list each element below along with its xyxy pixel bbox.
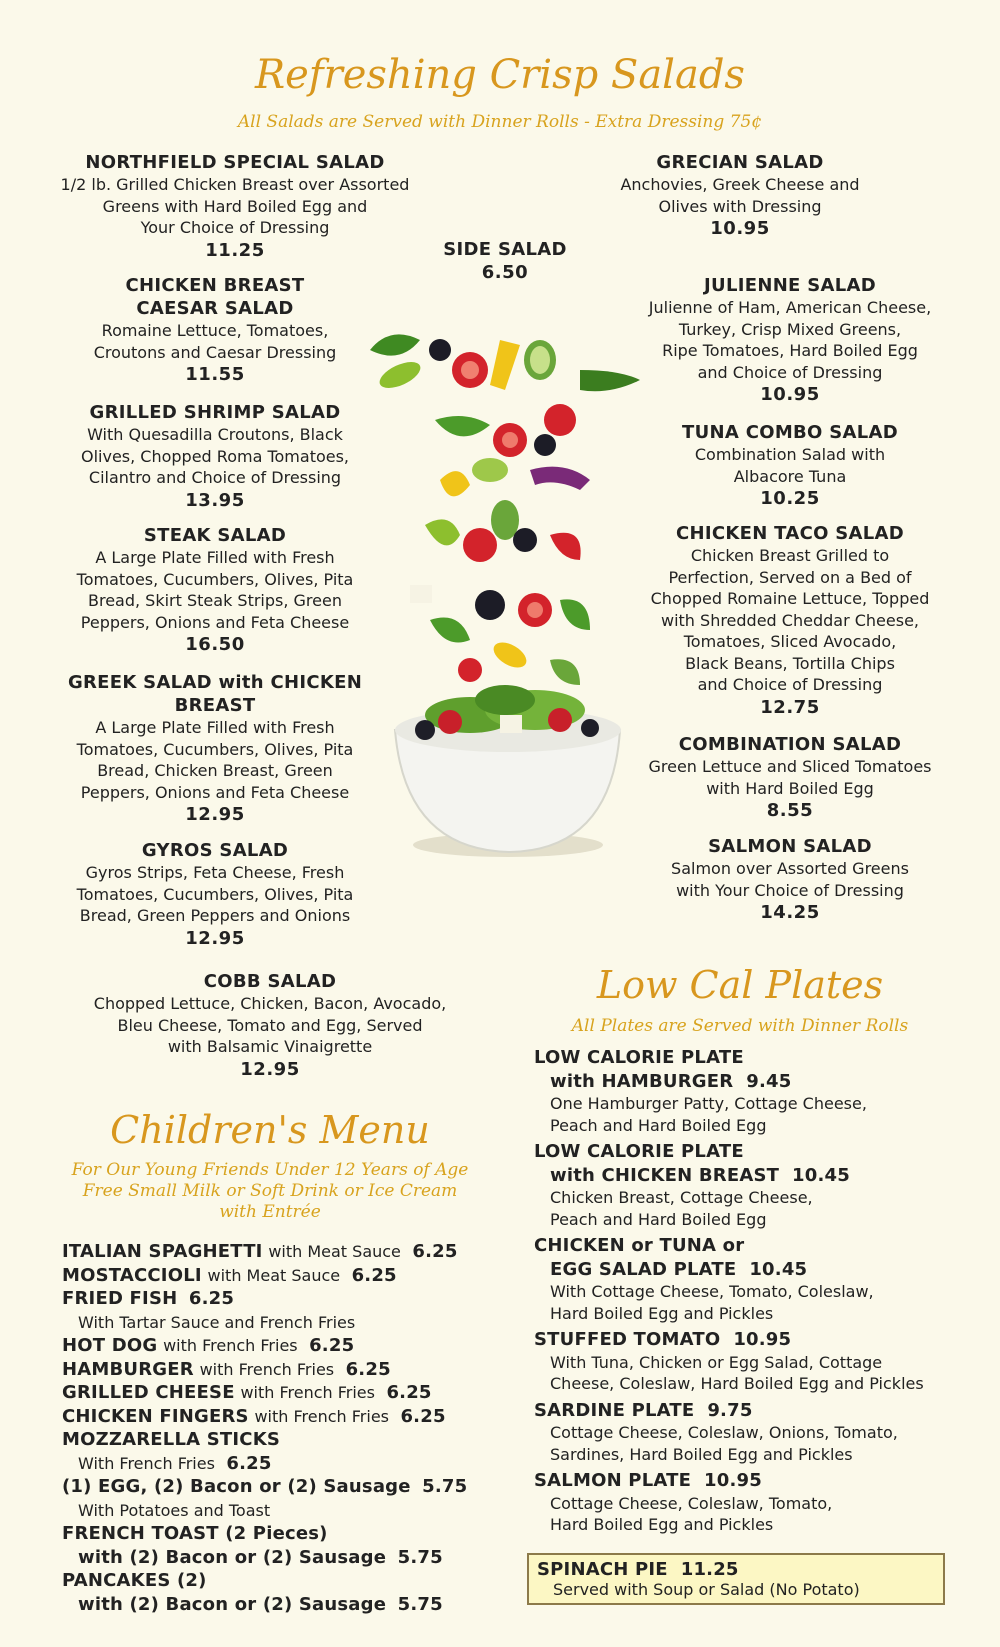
- item-desc-line: A Large Plate Filled with Fresh: [95, 548, 335, 567]
- item-price: 16.50: [185, 634, 245, 655]
- item-name: SPINACH PIE: [537, 1559, 668, 1580]
- item-name: NORTHFIELD SPECIAL SALAD: [85, 152, 385, 173]
- menu-item-julienne-salad: [630, 274, 950, 406]
- subtitle-line: Free Small Milk or Soft Drink or Ice Cream: [82, 1181, 458, 1201]
- item-name: FRIED FISH: [62, 1288, 178, 1309]
- item-sub: [62, 1593, 467, 1617]
- item-desc-line: with Hard Boiled Egg: [706, 778, 874, 798]
- list-item: [62, 1264, 467, 1288]
- item-desc-line: Tomatoes, Cucumbers, Olives, Pita: [76, 569, 354, 589]
- item-note: with French Fries: [163, 1336, 298, 1355]
- item-name: with HAMBURGER: [550, 1070, 734, 1092]
- item-desc-line: Combination Salad with: [694, 445, 886, 464]
- item-desc-line: Tomatoes, Sliced Avocado,: [683, 632, 897, 651]
- menu-item-combination-salad: [630, 733, 950, 822]
- item-desc-line: Sardines, Hard Boiled Egg and Pickles: [550, 1444, 853, 1464]
- item-name: LOW CALORIE PLATE: [534, 1141, 744, 1162]
- list-item: [534, 1046, 924, 1136]
- item-desc-line: Olives, Chopped Roma Tomatoes,: [80, 446, 350, 466]
- menu-item-side-salad: [420, 238, 590, 284]
- menu-item-salmon-salad: [630, 835, 950, 924]
- spinach-pie-highlight-box: [527, 1553, 945, 1605]
- item-desc-line: Tomatoes, Cucumbers, Olives, Pita: [76, 884, 354, 904]
- item-desc-line: Chicken Breast Grilled to: [690, 546, 890, 565]
- item-desc-line: One Hamburger Patty, Cottage Cheese,: [550, 1094, 867, 1113]
- item-name: MOSTACCIOLI: [62, 1264, 202, 1286]
- subtitle-line: with Entrée: [219, 1202, 321, 1222]
- item-name: COBB SALAD: [203, 971, 337, 992]
- list-item: [62, 1475, 467, 1499]
- list-item: [62, 1405, 467, 1429]
- item-price: 11.25: [205, 239, 265, 261]
- item-name: GREEK SALAD with CHICKEN: [67, 672, 363, 693]
- item-price: 10.95: [710, 218, 770, 239]
- item-desc-line: with Balsamic Vinaigrette: [167, 1037, 373, 1056]
- item-name-line: [534, 1469, 924, 1493]
- item-desc-line: 1/2 lb. Grilled Chicken Breast over Assorted: [60, 175, 410, 194]
- item-line2: with (2) Bacon or (2) Sausage: [78, 1593, 387, 1615]
- item-desc-line: Olives with Dressing: [658, 196, 822, 216]
- childrens-menu-subtitle: [40, 1160, 500, 1223]
- item-desc-line: Bread, Green Peppers and Onions: [79, 906, 351, 925]
- menu-item-northfield-special-salad: [40, 151, 430, 262]
- item-desc-line: Gyros Strips, Feta Cheese, Fresh: [85, 863, 345, 882]
- menu-item-greek-salad-with-chicken-breast: [40, 671, 390, 826]
- item-desc-line: Peppers, Onions and Feta Cheese: [80, 782, 350, 802]
- item-desc-line: A Large Plate Filled with Fresh: [95, 718, 335, 737]
- item-desc-line: Julienne of Ham, American Cheese,: [648, 298, 932, 317]
- item-desc-line: Cheese, Coleslaw, Hard Boiled Egg and Pickles: [550, 1374, 924, 1393]
- item-desc-line: Bleu Cheese, Tomato and Egg, Served: [117, 1015, 423, 1035]
- item-desc-line: Peach and Hard Boiled Egg: [550, 1209, 767, 1229]
- item-name: MOZZARELLA STICKS: [62, 1429, 281, 1450]
- low-cal-plates-title: Low Cal Plates: [596, 963, 884, 1007]
- item-price: 6.25: [188, 1288, 235, 1309]
- item-price: 10.45: [792, 1164, 850, 1186]
- subtitle-line: For Our Young Friends Under 12 Years of Age: [71, 1160, 469, 1180]
- list-item: [62, 1334, 467, 1358]
- item-desc-line: Cottage Cheese, Coleslaw, Tomato,: [550, 1493, 833, 1513]
- childrens-menu-list: [62, 1240, 467, 1616]
- item-desc-line: Peppers, Onions and Feta Cheese: [80, 612, 350, 632]
- item-price: 9.75: [707, 1399, 753, 1421]
- item-desc-line: and Choice of Dressing: [697, 362, 883, 382]
- item-price: 6.25: [351, 1264, 397, 1286]
- item-name: FRENCH TOAST (2 Pieces): [62, 1523, 328, 1544]
- item-price: 11.55: [185, 364, 245, 385]
- low-cal-list: [534, 1046, 924, 1536]
- item-name: with CHICKEN BREAST: [550, 1164, 780, 1186]
- item-desc-line: With Tuna, Chicken or Egg Salad, Cottage: [550, 1352, 883, 1372]
- item-price: 5.75: [397, 1593, 443, 1615]
- list-item: [62, 1428, 467, 1452]
- list-item: [534, 1399, 924, 1466]
- item-name: GRILLED SHRIMP SALAD: [89, 402, 341, 423]
- item-name: CHICKEN or TUNA or: [534, 1235, 745, 1256]
- item-desc-line: Albacore Tuna: [733, 466, 847, 486]
- menu-item-steak-salad: [40, 524, 390, 656]
- item-name: LOW CALORIE PLATE: [534, 1047, 744, 1068]
- item-desc-line: Chicken Breast, Cottage Cheese,: [550, 1188, 813, 1207]
- item-name-line2: [534, 1164, 924, 1188]
- item-desc-line: With Cottage Cheese, Tomato, Coleslaw,: [550, 1282, 874, 1301]
- item-price: 6.50: [481, 262, 529, 283]
- item-name: CAESAR SALAD: [136, 298, 294, 319]
- list-item: [62, 1287, 467, 1311]
- item-desc-line: Hard Boiled Egg and Pickles: [550, 1303, 774, 1323]
- item-name: CHICKEN FINGERS: [62, 1405, 249, 1427]
- item-price: 6.25: [412, 1241, 458, 1262]
- item-price: 9.45: [746, 1070, 792, 1092]
- item-note: with French Fries: [199, 1359, 335, 1379]
- item-desc-line: Bread, Chicken Breast, Green: [97, 761, 333, 780]
- item-desc-line: with Shredded Cheddar Cheese,: [661, 610, 919, 630]
- item-desc-line: and Choice of Dressing: [697, 675, 883, 694]
- item-desc-line: Chopped Romaine Lettuce, Topped: [650, 589, 930, 608]
- item-name-line: [534, 1328, 924, 1352]
- item-desc-line: Cilantro and Choice of Dressing: [88, 468, 342, 487]
- childrens-menu-title: Children's Menu: [110, 1108, 430, 1152]
- menu-item-tuna-combo-salad: [630, 421, 950, 510]
- item-price: 12.95: [185, 804, 245, 825]
- flying-vegetables: [370, 334, 640, 685]
- item-name: COMBINATION SALAD: [678, 734, 902, 755]
- item-name-line2: [534, 1070, 924, 1094]
- item-name: SIDE SALAD: [443, 239, 567, 260]
- item-name: SARDINE PLATE: [534, 1399, 695, 1421]
- list-item: [62, 1358, 467, 1382]
- item-desc-line: Perfection, Served on a Bed of: [668, 567, 912, 587]
- item-price: 6.25: [226, 1452, 272, 1474]
- menu-item-cobb-salad: [50, 970, 490, 1081]
- list-item: [62, 1569, 467, 1593]
- menu-item-gyros-salad: [40, 839, 390, 950]
- list-item: [534, 1469, 924, 1536]
- item-name: GYROS SALAD: [141, 840, 289, 861]
- item-name: CHICKEN BREAST: [125, 275, 305, 296]
- item-sub: With Potatoes and Toast: [78, 1500, 271, 1520]
- item-desc-line: Greens with Hard Boiled Egg and: [102, 196, 368, 216]
- list-item: [534, 1234, 924, 1324]
- item-desc-line: With Quesadilla Croutons, Black: [87, 425, 343, 444]
- item-price: 10.45: [749, 1258, 808, 1280]
- item-name: HAMBURGER: [62, 1358, 194, 1380]
- list-item: [62, 1522, 467, 1546]
- item-note: with French Fries: [240, 1383, 375, 1402]
- item-name: CHICKEN TACO SALAD: [676, 523, 904, 544]
- item-desc-line: Anchovies, Greek Cheese and: [620, 175, 860, 194]
- item-name: STUFFED TOMATO: [534, 1329, 721, 1350]
- item-name-line2: [534, 1258, 924, 1282]
- item-desc-line: Croutons and Caesar Dressing: [93, 342, 337, 362]
- item-desc-line: Hard Boiled Egg and Pickles: [550, 1515, 774, 1534]
- item-desc-line: Cottage Cheese, Coleslaw, Onions, Tomato,: [550, 1423, 898, 1442]
- menu-item-chicken-taco-salad: [630, 522, 950, 719]
- item-price: 10.95: [733, 1329, 792, 1350]
- menu-item-grilled-shrimp-salad: [40, 401, 390, 512]
- menu-item-grecian-salad: [580, 151, 900, 240]
- item-name: SALMON PLATE: [534, 1470, 692, 1491]
- item-price: 6.25: [400, 1405, 446, 1427]
- low-cal-plates-subtitle: All Plates are Served with Dinner Rolls: [571, 1016, 909, 1036]
- item-name: (1) EGG, (2) Bacon or (2) Sausage: [62, 1476, 411, 1497]
- item-price: 6.25: [345, 1358, 391, 1380]
- item-name-line: [534, 1399, 924, 1423]
- item-desc-line: Black Beans, Tortilla Chips: [685, 653, 895, 673]
- item-name: ITALIAN SPAGHETTI: [62, 1241, 263, 1262]
- item-price: 8.55: [766, 800, 814, 821]
- list-item: [62, 1381, 467, 1405]
- item-desc-line: with Your Choice of Dressing: [676, 880, 904, 900]
- item-name: STEAK SALAD: [143, 525, 287, 546]
- item-sub: With Tartar Sauce and French Fries: [78, 1312, 356, 1332]
- item-price: 6.25: [386, 1382, 432, 1403]
- item-sub: [62, 1452, 467, 1476]
- item-desc-line: Tomatoes, Cucumbers, Olives, Pita: [76, 739, 354, 759]
- item-price: 11.25: [680, 1559, 739, 1580]
- item-name: TUNA COMBO SALAD: [682, 422, 898, 443]
- menu-item-chicken-breast-caesar-salad: [40, 274, 390, 386]
- item-price: 14.25: [760, 902, 820, 923]
- item-name: EGG SALAD PLATE: [550, 1258, 737, 1280]
- item-desc-line: Bread, Skirt Steak Strips, Green: [88, 591, 342, 610]
- item-name: GRILLED CHEESE: [62, 1382, 235, 1403]
- item-price: 12.95: [240, 1058, 300, 1080]
- item-name: PANCAKES (2): [62, 1570, 207, 1591]
- salads-title: Refreshing Crisp Salads: [255, 52, 745, 98]
- list-item: [534, 1140, 924, 1230]
- list-item: [534, 1328, 924, 1395]
- item-name: JULIENNE SALAD: [704, 275, 876, 296]
- item-price: 10.95: [760, 384, 820, 405]
- item-desc-line: Green Lettuce and Sliced Tomatoes: [648, 757, 932, 776]
- item-desc-line: Served with Soup or Salad (No Potato): [553, 1580, 860, 1599]
- item-price: 12.95: [185, 927, 245, 949]
- item-price: 6.25: [309, 1335, 355, 1356]
- item-price: 13.95: [185, 489, 245, 511]
- item-desc-line: Ripe Tomatoes, Hard Boiled Egg: [662, 341, 918, 360]
- item-desc-line: Salmon over Assorted Greens: [671, 859, 909, 878]
- item-price: 12.75: [760, 696, 820, 718]
- item-name: HOT DOG: [62, 1335, 158, 1356]
- item-price: 10.95: [704, 1470, 762, 1491]
- item-desc-line: Romaine Lettuce, Tomatoes,: [101, 321, 329, 340]
- item-price: 5.75: [397, 1546, 443, 1568]
- item-desc-line: Turkey, Crisp Mixed Greens,: [678, 319, 902, 339]
- item-name: SALMON SALAD: [708, 836, 872, 857]
- item-desc-line: Peach and Hard Boiled Egg: [550, 1115, 767, 1135]
- item-price: 5.75: [422, 1476, 468, 1497]
- list-item: [62, 1240, 467, 1264]
- item-line2: with (2) Bacon or (2) Sausage: [78, 1546, 387, 1568]
- item-name: GRECIAN SALAD: [656, 152, 824, 173]
- item-desc-line: Your Choice of Dressing: [140, 218, 330, 237]
- item-desc-line: Chopped Lettuce, Chicken, Bacon, Avocado,: [93, 994, 447, 1013]
- item-price: 10.25: [760, 488, 820, 509]
- item-note: with French Fries: [254, 1406, 389, 1426]
- item-note: with Meat Sauce: [268, 1242, 401, 1261]
- item-sub: [62, 1546, 467, 1570]
- flying-salad-bowl-illustration: [350, 310, 670, 900]
- salads-subtitle: All Salads are Served with Dinner Rolls - Extra Dressing 75¢: [237, 112, 763, 132]
- item-note: With French Fries: [78, 1453, 215, 1473]
- item-name-line: [537, 1559, 935, 1580]
- item-note: with Meat Sauce: [207, 1265, 341, 1285]
- item-name: BREAST: [174, 695, 256, 716]
